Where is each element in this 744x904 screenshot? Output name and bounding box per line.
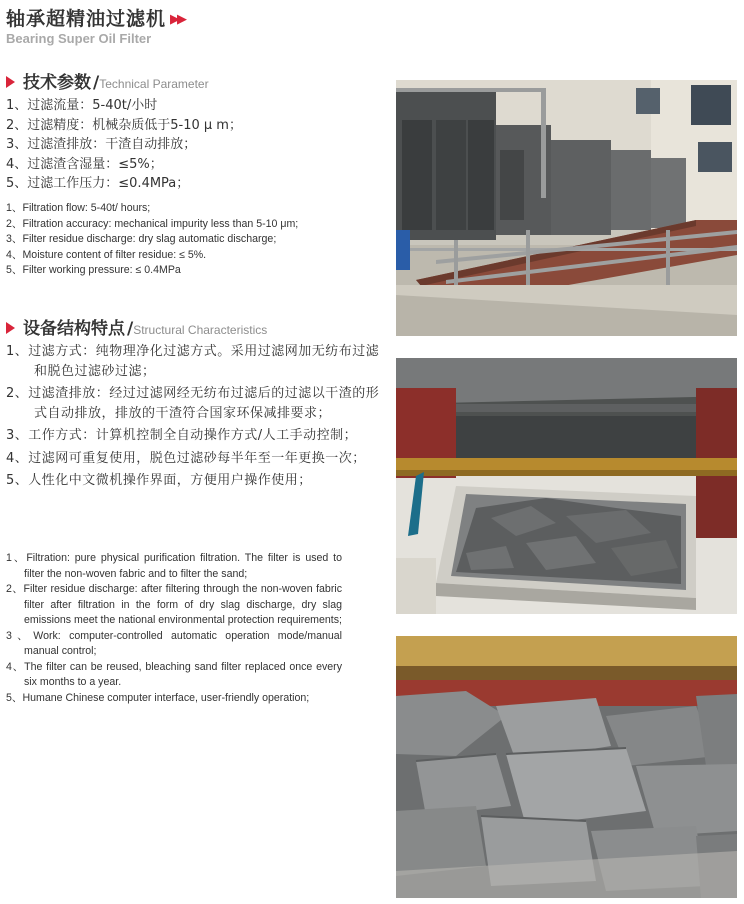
structural-item-en: 5、Humane Chinese computer interface, user-friendly operation; xyxy=(6,691,310,704)
page-title xyxy=(6,4,184,31)
page-title-text: 轴承超精油过滤机 xyxy=(6,8,167,30)
structural-item-zh: 2、过滤渣排放：经过过滤网经无纺布过滤后的过滤以干渣的形式自动排放，排放的干渣符合国家环保减排要求； xyxy=(6,386,380,421)
technical-heading-zh: 技术参数 xyxy=(23,73,91,93)
technical-heading xyxy=(6,68,209,93)
technical-item-zh: 3、过滤渣排放：干渣自动排放； xyxy=(6,137,197,152)
technical-item-en: 1、Filtration flow: 5-40t/ hours; xyxy=(6,202,151,214)
section-marker-icon xyxy=(6,322,15,334)
heading-slash: / xyxy=(93,73,100,93)
structural-heading-en: Structural Characteristics xyxy=(133,323,268,337)
slag-closeup-image xyxy=(396,636,737,898)
structural-item-en: 2、Filter residue discharge: after filtering through the non-woven fabric filter after filtration in the form of dry slag discharge, dry slag emissions meet the national environmental protection requirements; xyxy=(6,583,342,626)
structural-item-zh: 3、工作方式：计算机控制全自动操作方式/人工手动控制； xyxy=(6,428,358,443)
technical-item-zh: 2、过滤精度：机械杂质低于5-10 μ m； xyxy=(6,117,242,133)
photo-slag-discharge xyxy=(396,358,737,614)
technical-item-en: 5、Filter working pressure: ≤ 0.4MPa xyxy=(6,264,181,276)
photo-slag-closeup xyxy=(396,636,737,898)
technical-heading-en: Technical Parameter xyxy=(99,77,209,91)
structural-heading xyxy=(6,314,267,339)
structural-list-zh xyxy=(6,342,384,494)
structural-item-zh: 5、人性化中文微机操作界面，方便用户操作使用； xyxy=(6,473,312,488)
photo-filter-machines xyxy=(396,80,737,336)
technical-item-en: 4、Moisture content of filter residue: ≤ 5%. xyxy=(6,248,207,261)
section-marker-icon xyxy=(6,76,15,88)
technical-list-zh xyxy=(6,96,384,194)
slag-discharge-image xyxy=(396,358,737,614)
filter-machines-image xyxy=(396,80,737,336)
structural-item-en: 1、Filtration: pure physical purification filtration. The filter is used to filter the non-woven fabric and to filter the sand; xyxy=(6,552,342,580)
heading-slash: / xyxy=(127,319,134,339)
structural-item-en: 4、The filter can be reused, bleaching sand filter replaced once every six months to a year. xyxy=(6,660,342,688)
technical-item-en: 2、Filtration accuracy: mechanical impurity less than 5-10 μm; xyxy=(6,217,299,230)
double-arrow-icon: ▶▶ xyxy=(170,12,185,27)
technical-item-zh: 4、过滤渣含湿量：≤5%； xyxy=(6,156,163,172)
technical-item-en: 3、Filter residue discharge: dry slag automatic discharge; xyxy=(6,233,277,245)
technical-item-zh: 5、过滤工作压力：≤0.4MPa； xyxy=(6,176,190,191)
page-subtitle: Bearing Super Oil Filter xyxy=(6,31,152,46)
technical-item-zh: 1、过滤流量：5-40t/小时 xyxy=(6,98,158,113)
structural-heading-zh: 设备结构特点 xyxy=(23,319,125,339)
technical-list-en xyxy=(6,201,342,279)
structural-item-zh: 1、过滤方式：纯物理净化过滤方式。采用过滤网加无纺布过滤和脱色过滤砂过滤； xyxy=(6,344,380,379)
structural-item-en: 3、Work: computer-controlled automatic operation mode/manual manual control; xyxy=(6,629,342,657)
structural-item-zh: 4、过滤网可重复使用，脱色过滤砂每半年至一年更换一次； xyxy=(6,450,366,466)
structural-list-en xyxy=(6,551,342,706)
